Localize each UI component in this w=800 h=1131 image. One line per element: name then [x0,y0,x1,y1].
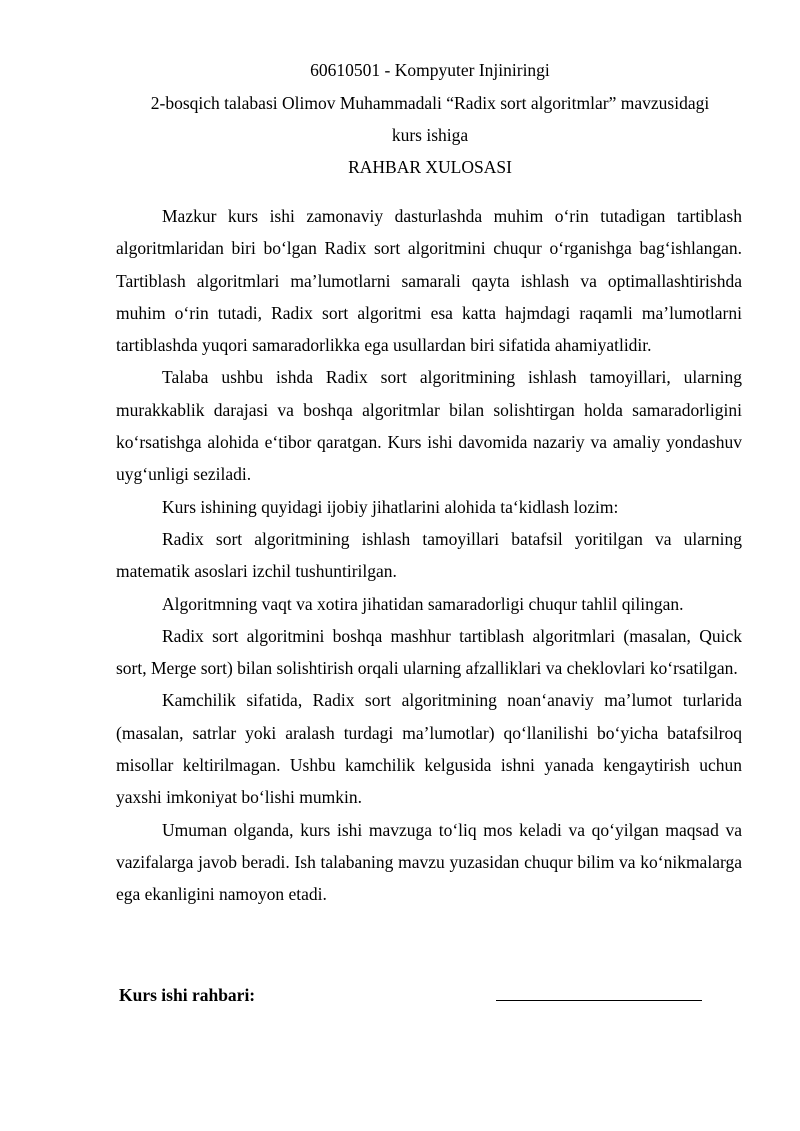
paragraph-positive-2: Algoritmning vaqt va xotira jihatidan samaradorligi chuqur tahlil qilingan. [162,593,684,614]
paragraph-positives-intro: Kurs ishining quyidagi ijobiy jihatlarini alohida taʻkidlash lozim: [162,496,619,517]
paragraph-positive-3: Radix sort algoritmini boshqa mashhur tartiblash algoritmlari (masalan, Quick sort, Merge sort) bilan solishtirish orqali ularning afzalliklari va cheklovlari koʻrsatilgan. [116,625,742,679]
paragraph-conclusion: Umuman olganda, kurs ishi mavzuga toʻliq mos keladi va qoʻyilgan maqsad va vazifalarga javob beradi. Ish talabaning mavzu yuzasidan chuqur bilim va koʻnikmalarga ega ekanligini namoyon etadi. [116,819,742,905]
paragraph-intro: Mazkur kurs ishi zamonaviy dasturlashda muhim oʻrin tutadigan tartiblash algoritmlaridan biri boʻlgan Radix sort algoritmini chuqur oʻrganishga bagʻishlangan. Tartiblash algoritmlari maʼlumotlarni samarali qayta ishlash va optimallashtirishda muhim oʻrin tutadi, Radix sort algoritmi esa katta hajmdagi raqamli maʼlumotlarni tartiblashda yuqori samaradorlikka ega usullardan biri sifatida ahamiyatlidir. [116,206,742,356]
paragraph-approach: Talaba ushbu ishda Radix sort algoritmining ishlash tamoyillari, ularning murakkablik darajasi va boshqa algoritmlar bilan solishtirgan holda samaradorligini koʻrsatishga alohida eʻtibor qaratgan. Kurs ishi davomida nazariy va amaliy yondashuv uygʻunligi seziladi. [116,367,742,485]
supervisor-label: Kurs ishi rahbari: [119,985,256,1005]
signature-line [496,1000,702,1001]
document-body [116,200,742,911]
header-line-course-work: kurs ishiga [391,125,469,145]
paragraph-shortcoming: Kamchilik sifatida, Radix sort algoritmining noanʻanaviy maʼlumot turlarida (masalan, satrlar yoki aralash turdagi maʼlumotlar) qoʻllanilishi boʻyicha batafsilroq misollar keltirilmagan. Ushbu kamchilik kelgusida ishni yanada kengaytirish uchun yaxshi imkoniyat boʻlishi mumkin. [116,690,742,808]
header-line-student: 2-bosqich talabasi Olimov Muhammadali “Radix sort algoritmlar” mavzusidagi [150,93,710,113]
document-title: RAHBAR XULOSASI [348,157,512,177]
header-line-program: 60610501 - Kompyuter Injiniringi [310,60,550,80]
paragraph-positive-1: Radix sort algoritmining ishlash tamoyillari batafsil yoritilgan va ularning matematik asoslari izchil tushuntirilgan. [116,528,742,582]
